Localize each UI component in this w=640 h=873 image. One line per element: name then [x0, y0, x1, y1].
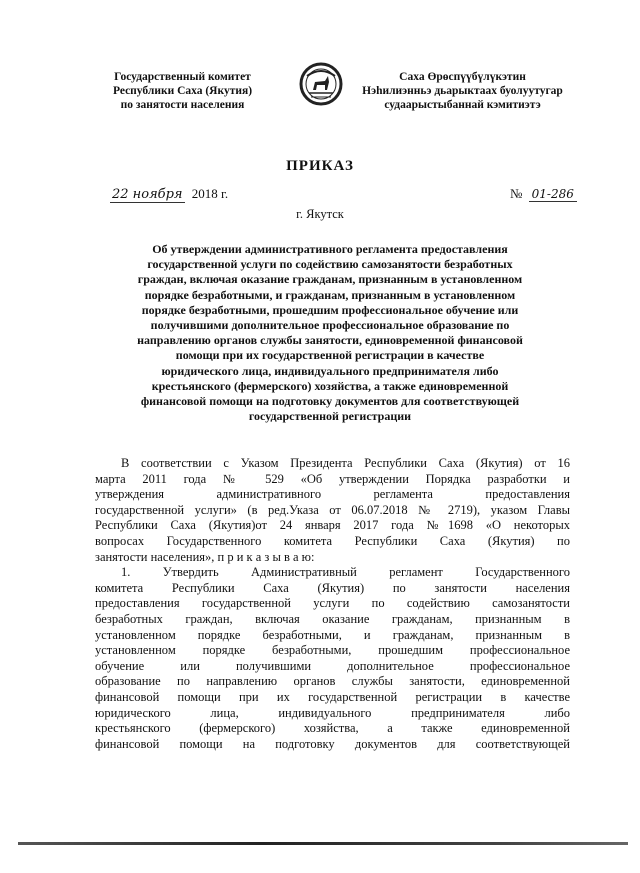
subject-line: направлению органов службы занятости, единовременной финансовой: [137, 333, 523, 348]
order-number: [510, 186, 577, 202]
handwritten-number: 01-286: [529, 187, 577, 202]
order-subject: [95, 242, 565, 424]
body-line: марта 2011 года № 529 «Об утверждении Порядка разработки и: [95, 471, 570, 486]
body-line: комитета Республики Саха (Якутия) по занятости населения: [95, 580, 570, 595]
subject-line: граждан, включая оказание гражданам, признанным в установленном: [137, 272, 523, 287]
body-line: 1. Утвердить Административный регламент Государственного: [121, 565, 570, 580]
date-year: 2018 г.: [191, 186, 229, 201]
subject-line: юридического лица, индивидуального предпринимателя либо: [161, 363, 499, 378]
order-body: [95, 456, 570, 752]
document-title: ПРИКАЗ: [286, 158, 354, 174]
body-line: финансовой помощи при их государственной регистрации в качестве: [95, 689, 570, 704]
body-line: занятости населения», п р и к а з ы в а ю:: [95, 549, 315, 564]
header-left-block: [95, 70, 270, 112]
scan-edge-line: [18, 842, 628, 845]
body-line: вопросах Государственного комитета Республики Саха (Якутия) по: [95, 533, 570, 548]
order-date: [110, 186, 228, 202]
body-line: установленном порядке безработными, и гражданам, признанным в: [95, 627, 570, 642]
subject-line: порядке безработными, прошедшим профессиональное обучение или: [141, 302, 519, 317]
subject-line: Об утверждении административного регламента предоставления: [152, 242, 508, 256]
header-right-line: судаарыстыбаннай кэмитиэтэ: [384, 99, 541, 111]
header-right-line: Саха Өрөспүүбүлүкэтин: [399, 71, 526, 83]
subject-line: порядке безработными, и гражданам, признанным в установленном: [144, 287, 516, 302]
handwritten-date: 22 ноября: [112, 187, 183, 202]
number-sign: №: [510, 186, 523, 201]
subject-line: помощи при их государственной регистрации в качестве: [175, 348, 485, 363]
body-line: юридического лица, индивидуального предпринимателя либо: [95, 705, 570, 720]
body-line: образование по направлению органов службы занятости, единовременной: [95, 674, 570, 689]
subject-line: государственной услуги по содействию самозанятости безработных: [147, 257, 513, 272]
header-left-line: Республики Саха (Якутия): [112, 85, 253, 97]
subject-line: крестьянского (фермерского) хозяйства, а также единовременной: [151, 378, 509, 393]
body-line: государственной услуги» (в ред.Указа от 06.07.2018 № 2719), указом Главы: [95, 502, 570, 517]
body-line: крестьянского (фермерского) хозяйства, а также единовременной: [95, 721, 570, 736]
body-line: предоставления государственной услуги по содействию самозанятости: [95, 596, 570, 611]
header-left-line: Государственный комитет: [114, 71, 251, 83]
body-line: В соответствии с Указом Президента Республики Саха (Якутия) от 16: [121, 456, 570, 470]
header-right-line: Нэһилиэнньэ дьарыктаах буолуутугар: [362, 85, 563, 97]
body-line: утверждения административного регламента предоставления: [95, 487, 570, 502]
body-line: безработных граждан, включая оказание гражданам, признанным в: [95, 611, 570, 626]
city-line: г. Якутск: [296, 207, 344, 221]
header-right-block: [355, 70, 570, 112]
body-line: обучение или получившими дополнительное профессиональное: [95, 658, 570, 673]
subject-line: финансовой помощи на подготовку документов для соответствующей: [140, 394, 520, 409]
subject-line: получившими дополнительное профессиональное образование по: [150, 318, 510, 333]
body-line: Республики Саха (Якутия)от 24 января 2017 года №1698 «О некоторых: [95, 518, 570, 533]
body-line: установленном порядке безработными, прошедшим профессиональное: [95, 643, 570, 658]
body-line: финансовой помощи на подготовку документов для соответствующей: [95, 736, 570, 751]
header-left-line: по занятости населения: [120, 99, 245, 111]
subject-line: государственной регистрации: [248, 409, 412, 424]
coat-of-arms-emblem: [299, 62, 343, 106]
